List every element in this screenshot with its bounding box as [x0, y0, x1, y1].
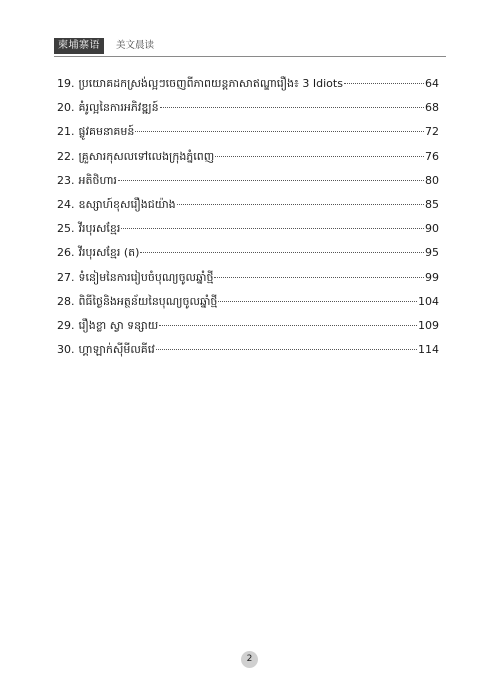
toc-entry-page: 99: [425, 270, 439, 284]
toc-entry-title: ទំនៀមនៃការរៀបចំបុណ្យចូលឆ្នាំថ្មី: [78, 270, 214, 284]
toc-entry-page: 80: [425, 173, 439, 187]
toc-entry: [57, 245, 439, 269]
toc-entry-title: វីរបុរសខ្មែរ (ត): [78, 246, 140, 260]
dot-leader: [215, 156, 424, 157]
toc-entry-number: 23.: [57, 173, 75, 187]
toc-entry-title: អតិថិហារ: [78, 173, 117, 187]
toc-entry-number: 22.: [57, 149, 75, 163]
dot-leader: [121, 228, 424, 229]
toc-entry-title: ឧស្សាហ៍ខុសរឿងជយ៉ាង: [78, 197, 176, 211]
toc-entry-page: 95: [425, 246, 439, 260]
toc-entry-page: 114: [418, 343, 439, 357]
toc-entry-title: ផ្លូវគមនាគមន៍: [78, 125, 135, 139]
toc-entry: [57, 124, 439, 148]
toc-entry-page: 104: [418, 294, 439, 308]
toc-entry-page: 64: [425, 77, 439, 90]
toc-entry: [57, 294, 439, 318]
dot-leader: [218, 301, 417, 302]
toc-entry-number: 25.: [57, 222, 75, 236]
toc-entry-page: 85: [425, 197, 439, 211]
book-series-badge: 柬埔寨语: [54, 38, 104, 54]
page-number-badge: 2: [241, 651, 258, 668]
toc-entry-number: 30.: [57, 343, 75, 357]
toc-entry: [57, 76, 439, 100]
toc-entry-number: 29.: [57, 318, 75, 332]
toc-entry-page: 90: [425, 222, 439, 236]
dot-leader: [160, 107, 424, 108]
toc-entry-number: 27.: [57, 270, 75, 284]
toc-entry-title: ហ្គាឡាក់ស៊ីមីលគីវេ: [78, 343, 155, 357]
toc-entry-page: 109: [418, 318, 439, 332]
dot-leader: [156, 349, 417, 350]
toc-entry-page: 76: [425, 149, 439, 163]
dot-leader: [214, 277, 424, 278]
toc-entry: [57, 149, 439, 173]
toc-entry: [57, 100, 439, 124]
toc-entry-page: 68: [425, 101, 439, 115]
toc-entry-number: 26.: [57, 246, 75, 260]
dot-leader: [140, 252, 424, 253]
table-of-contents: [57, 76, 439, 366]
toc-entry-number: 19.: [57, 77, 75, 90]
book-subtitle: 美文晨读: [116, 40, 155, 51]
toc-entry: [57, 342, 439, 366]
toc-entry-title: រឿងខ្លា ស្វា ទន្សាយ: [78, 318, 159, 332]
dot-leader: [135, 131, 424, 132]
toc-entry-title: គំរូល្អនៃការអភិវឌ្ឍន៍: [78, 101, 159, 115]
toc-entry-number: 24.: [57, 197, 75, 211]
dot-leader: [177, 204, 424, 205]
toc-entry-title: ប្រយោគដកស្រង់ល្អៗចេញពីភាពយន្តភាសាឥណ្ឌារឿង៖ 3 Idiots: [78, 77, 343, 90]
toc-entry: [57, 270, 439, 294]
toc-entry-number: 21.: [57, 125, 75, 139]
toc-entry-title: វីរបុរសខ្មែរ: [78, 222, 121, 236]
toc-entry: [57, 221, 439, 245]
toc-entry-number: 28.: [57, 294, 75, 308]
toc-entry-title: គ្រួសារកុសលទៅលេងក្រុងភ្នំពេញ: [78, 149, 215, 163]
dot-leader: [118, 180, 424, 181]
toc-entry-number: 20.: [57, 101, 75, 115]
running-header: [54, 36, 446, 57]
toc-entry: [57, 173, 439, 197]
toc-entry-title: ពិធីថ្ងៃនិងអត្ថន័យនៃបុណ្យចូលឆ្នាំថ្មី: [78, 294, 218, 308]
toc-entry: [57, 318, 439, 342]
dot-leader: [159, 325, 417, 326]
toc-entry-page: 72: [425, 125, 439, 139]
dot-leader: [344, 83, 424, 84]
toc-entry: [57, 197, 439, 221]
